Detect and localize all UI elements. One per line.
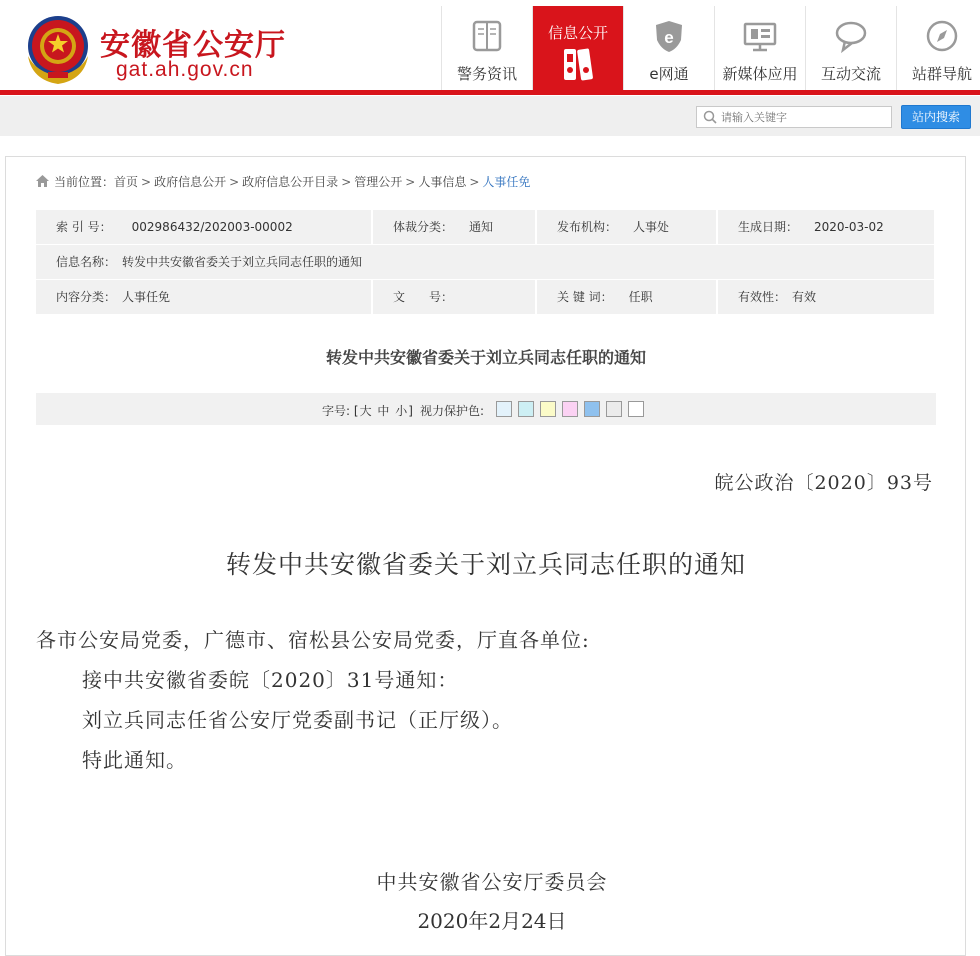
notice-title: 转发中共安徽省委关于刘立兵同志任职的通知 [225,550,746,579]
meta-validity [718,280,934,314]
meta-key: 关 键 词： [557,290,613,304]
nav-item-interaction[interactable] [805,6,896,90]
document-body [36,620,936,780]
breadcrumb-link-gov-info[interactable]: 政府信息公开 [154,175,227,189]
screen-icon [742,18,778,54]
meta-value: 人事处 [633,220,670,234]
color-swatch[interactable] [540,401,556,417]
meta-key: 内容分类： [56,290,117,304]
breadcrumb-separator: > [469,175,480,189]
book-icon [469,18,505,54]
meta-key: 有效性： [738,290,787,304]
meta-key: 发布机构： [557,220,618,234]
svg-text:e: e [664,28,674,47]
color-swatch[interactable] [496,401,512,417]
meta-doc-number [373,280,535,314]
color-swatch[interactable] [628,401,644,417]
search-bar [0,96,980,136]
eye-protection-label: 视力保护色: [420,404,485,418]
meta-info-name [36,245,934,279]
font-size-bracket: ] [408,404,413,418]
shield-e-icon [651,18,687,54]
color-swatch[interactable] [562,401,578,417]
breadcrumb-separator: > [229,175,240,189]
meta-value: 002986432/202003-00002 [131,220,293,234]
font-size-bracket: [ [353,404,359,418]
main-nav [441,6,980,90]
search-input[interactable] [721,108,887,126]
body-paragraph: 刘立兵同志任省公安厅党委副书记（正厅级）。 [82,708,513,732]
nav-label: e网通 [649,65,689,83]
meta-value: 2020-03-02 [814,220,884,234]
breadcrumb-separator: > [141,175,152,189]
font-size-small-link[interactable]: 小 [395,404,408,418]
speech-bubble-icon [833,18,869,54]
breadcrumb [36,173,530,190]
search-box [696,106,892,128]
nav-item-e-net[interactable] [623,6,714,90]
nav-label: 站群导航 [911,65,972,83]
article-title: 转发中共安徽省委关于刘立兵同志任职的通知 [325,348,646,367]
nav-label: 新媒体应用 [722,65,798,83]
site-header [0,0,980,96]
breadcrumb-separator: > [405,175,416,189]
signing-organization: 中共安徽省公安厅委员会 [376,870,608,894]
font-size-large-link[interactable]: 大 [359,404,372,418]
compass-icon [924,18,960,54]
nav-label: 警务资讯 [456,65,517,83]
meta-key: 体裁分类： [393,220,454,234]
meta-row [36,280,936,314]
meta-publisher [537,210,716,244]
site-domain[interactable]: gat.ah.gov.cn [116,58,254,81]
nav-item-new-media[interactable] [714,6,805,90]
font-size-control [322,402,413,419]
meta-genre [373,210,535,244]
addressee: 各市公安局党委，广德市、宿松县公安局党委，厅直各单位: [36,628,590,652]
nav-label: 互动交流 [820,65,881,83]
meta-value: 通知 [469,220,494,234]
color-swatch[interactable] [584,401,600,417]
document-number: 皖公政治〔2020〕93号 [714,472,933,494]
binder-icon [562,46,594,82]
nav-item-site-nav[interactable] [896,6,980,90]
meta-key: 信息名称： [56,255,117,269]
signing-date: 2020年2月24日 [417,909,567,933]
breadcrumb-link-info-catalog[interactable]: 政府信息公开目录 [242,175,339,189]
meta-index-number [36,210,371,244]
search-icon [703,110,717,124]
color-swatch[interactable] [518,401,534,417]
breadcrumb-prefix: 当前位置： [54,175,115,189]
breadcrumb-link-personnel-info[interactable]: 人事信息 [418,175,467,189]
breadcrumb-separator: > [341,175,352,189]
meta-value: 转发中共安徽省委关于刘立兵同志任职的通知 [122,255,363,269]
meta-keyword [537,280,716,314]
breadcrumb-current[interactable]: 人事任免 [482,175,531,189]
body-paragraph: 接中共安徽省委皖〔2020〕31号通知： [82,668,459,692]
meta-category [36,280,371,314]
breadcrumb-link-home[interactable]: 首页 [114,175,139,189]
meta-row [36,245,936,279]
meta-key: 生成日期： [738,220,799,234]
body-paragraph: 特此通知。 [82,748,187,772]
meta-value: 人事任免 [122,290,171,304]
home-icon [36,175,49,187]
breadcrumb-link-management[interactable]: 管理公开 [354,175,403,189]
meta-created-date [718,210,934,244]
nav-label: 信息公开 [547,24,608,42]
font-size-medium-link[interactable]: 中 [377,404,390,418]
site-title[interactable]: 安徽省公安厅 [100,28,286,63]
header-divider [0,90,980,95]
meta-key: 索 引 号： [56,220,112,234]
police-emblem-icon [22,12,94,86]
reading-toolbar [36,393,936,425]
meta-row [36,210,936,244]
nav-item-info-disclosure[interactable] [532,6,623,90]
info-metadata-table [36,210,936,315]
meta-value: 任职 [628,290,653,304]
font-size-label: 字号: [322,404,351,418]
color-swatch[interactable] [606,401,622,417]
meta-key: 文 号： [393,290,454,304]
nav-item-police-news[interactable] [441,6,532,90]
meta-value: 有效 [792,290,817,304]
eye-protection-swatches [496,401,650,417]
search-button[interactable]: 站内搜索 [901,105,971,129]
